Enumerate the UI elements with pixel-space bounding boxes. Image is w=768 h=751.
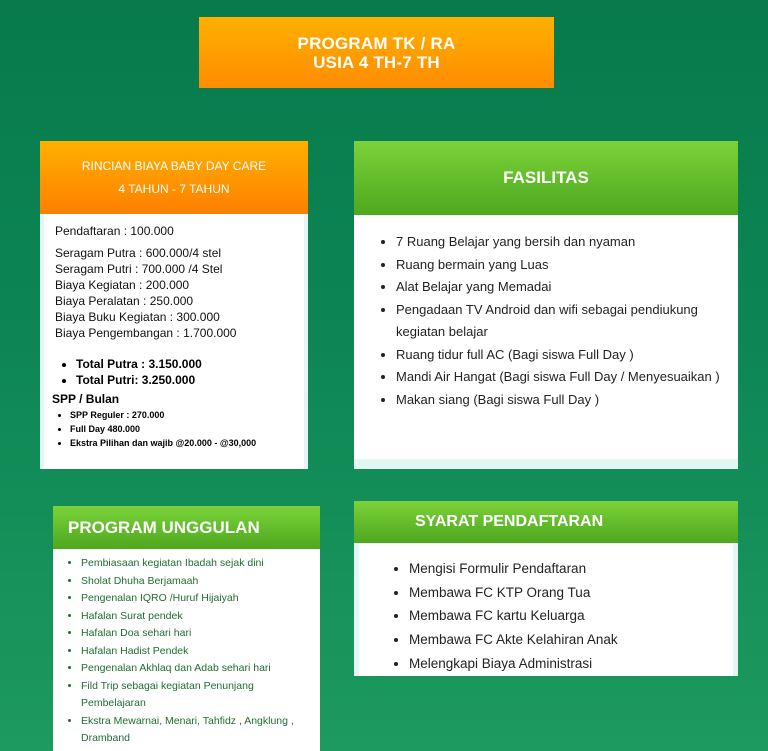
syarat-item: • Mengisi Formulir Pendaftaran bbox=[409, 557, 618, 581]
program-body bbox=[53, 549, 320, 751]
spp-item: • Full Day 480.000 bbox=[70, 422, 256, 436]
fee-item: Biaya Buku Kegiatan : 300.000 bbox=[55, 310, 220, 324]
fasilitas-list bbox=[396, 231, 726, 411]
spp-title: SPP / Bulan bbox=[52, 392, 120, 406]
spp-item: • Ekstra Pilihan dan wajib @20.000 - @30,000 bbox=[70, 436, 256, 450]
totals-list bbox=[72, 356, 202, 388]
fee-list bbox=[55, 223, 236, 341]
title-line-2: USIA 4 TH-7 TH bbox=[313, 52, 440, 72]
fasilitas-body bbox=[354, 215, 738, 469]
fee-item: Biaya Pengembangan : 1.700.000 bbox=[55, 326, 237, 340]
program-title: PROGRAM UNGGULAN bbox=[68, 517, 260, 537]
fasilitas-item: • Ruang bermain yang Luas bbox=[396, 254, 726, 277]
title-line-1: PROGRAM TK / RA bbox=[297, 33, 456, 53]
syarat-list bbox=[409, 557, 618, 676]
program-item: • Fild Trip sebagai kegiatan Penunjang Pembelajaran bbox=[81, 678, 313, 713]
spp-list bbox=[66, 408, 256, 450]
fasilitas-item: • Pengadaan TV Android dan wifi sebagai pendiukung kegiatan belajar bbox=[396, 299, 726, 344]
fasilitas-item: • Mandi Air Hangat (Bagi siswa Full Day / Menyesuaikan ) bbox=[396, 366, 726, 389]
syarat-item: • Melengkapi Biaya Administrasi bbox=[409, 652, 618, 676]
syarat-body bbox=[354, 543, 738, 676]
fasilitas-item: • 7 Ruang Belajar yang bersih dan nyaman bbox=[396, 231, 726, 254]
total-putra: • Total Putra : 3.150.000 bbox=[76, 356, 202, 372]
program-item: • Hafalan Hadist Pendek bbox=[81, 643, 313, 661]
total-putri: • Total Putri: 3.250.000 bbox=[76, 372, 202, 388]
syarat-title: SYARAT PENDAFTARAN bbox=[415, 513, 604, 530]
syarat-header bbox=[354, 501, 738, 543]
syarat-item: • Membawa FC Akte Kelahiran Anak bbox=[409, 628, 618, 652]
program-list bbox=[81, 555, 313, 748]
spp-item: • SPP Reguler : 270.000 bbox=[70, 408, 256, 422]
program-item: • Pembiasaan kegiatan Ibadah sejak dini bbox=[81, 555, 313, 573]
program-item: • Ekstra Mewarnai, Menari, Tahfidz , Angklung , Dramband bbox=[81, 713, 313, 748]
fee-item: Biaya Kegiatan : 200.000 bbox=[55, 278, 190, 292]
rincian-body bbox=[40, 214, 308, 469]
program-item: • Hafalan Doa sehari hari bbox=[81, 625, 313, 643]
fee-item: Seragam Putri : 700.000 /4 Stel bbox=[55, 262, 223, 276]
syarat-item: • Membawa FC kartu Keluarga bbox=[409, 604, 618, 628]
program-item: • Pengenalan IQRO /Huruf Hijaiyah bbox=[81, 590, 313, 608]
fasilitas-title: FASILITAS bbox=[503, 168, 589, 187]
program-header bbox=[53, 506, 320, 549]
rincian-title: RINCIAN BIAYA BABY DAY CARE bbox=[81, 159, 267, 173]
rincian-age-range: 4 TAHUN - 7 TAHUN bbox=[118, 182, 230, 196]
program-item: • Sholat Dhuha Berjamaah bbox=[81, 573, 313, 591]
title-banner bbox=[199, 17, 554, 88]
fasilitas-item: • Makan siang (Bagi siswa Full Day ) bbox=[396, 389, 726, 412]
syarat-item: • Membawa FC KTP Orang Tua bbox=[409, 581, 618, 605]
fasilitas-header bbox=[354, 141, 738, 215]
fee-item: Pendaftaran : 100.000 bbox=[55, 224, 174, 238]
program-item: • Pengenalan Akhlaq dan Adab sehari hari bbox=[81, 660, 313, 678]
rincian-header bbox=[40, 141, 308, 214]
fasilitas-item: • Alat Belajar yang Memadai bbox=[396, 276, 726, 299]
program-item: • Hafalan Surat pendek bbox=[81, 608, 313, 626]
fee-item: Seragam Putra : 600.000/4 stel bbox=[55, 246, 222, 260]
fasilitas-item: • Ruang tidur full AC (Bagi siswa Full Day ) bbox=[396, 344, 726, 367]
fee-item: Biaya Peralatan : 250.000 bbox=[55, 294, 194, 308]
